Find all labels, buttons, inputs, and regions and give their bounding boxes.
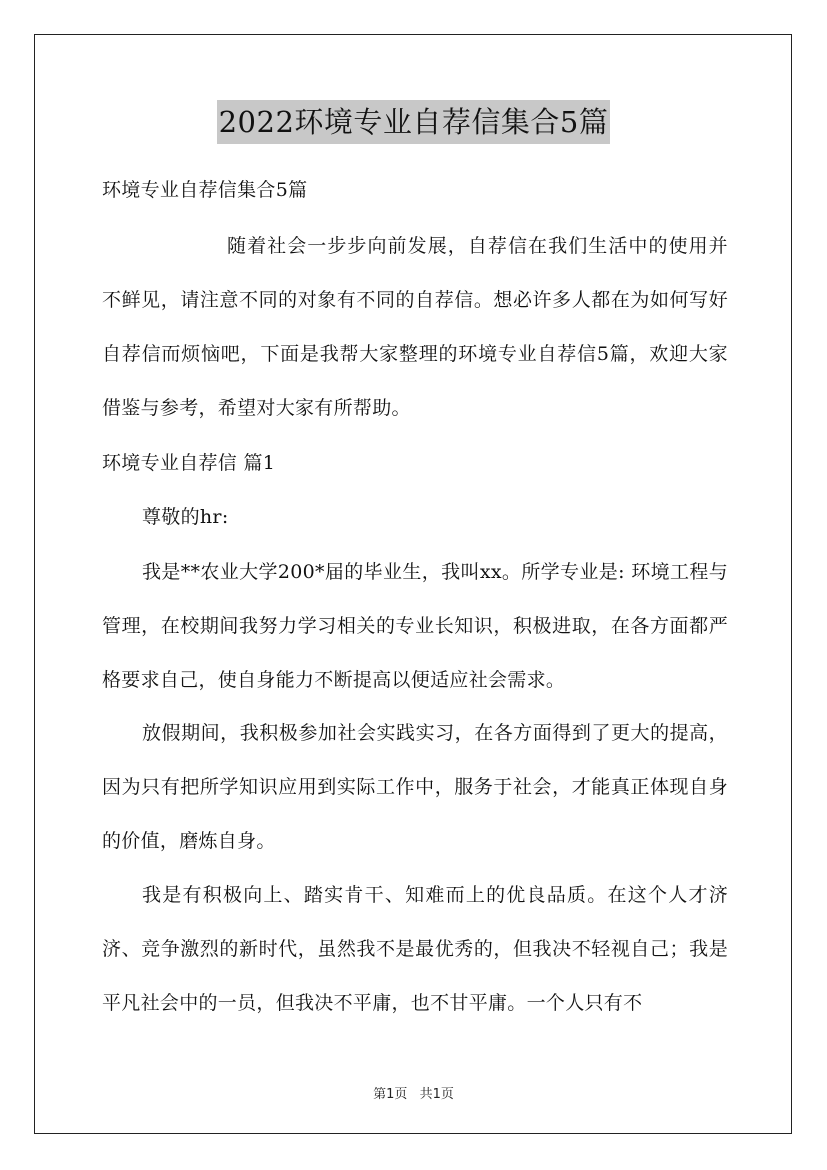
body-paragraph-1: 我是**农业大学200*届的毕业生，我叫xx。所学专业是: 环境工程与管理，在校期间我努力学习相关的专业长知识，积极进取，在各方面都严格要求自己，使自身能力不断提高以便适应社会需求。 <box>102 561 728 691</box>
intro-paragraph: 随着社会一步步向前发展，自荐信在我们生活中的使用并不鲜见，请注意不同的对象有不同的自荐信。想必许多人都在为如何写好自荐信而烦恼吧，下面是我帮大家整理的环境专业自荐信5篇，欢迎大家借鉴与参考，希望对大家有所帮助。 <box>102 235 728 419</box>
section-heading: 环境专业自荐信 篇1 <box>102 452 276 474</box>
body-paragraph-3: 我是有积极向上、踏实肯干、知难而上的优良品质。在这个人才济济、竞争激烈的新时代，虽然我不是最优秀的，但我决不轻视自己；我是平凡社会中的一员，但我决不平庸，也不甘平庸。一个人只有不 <box>102 884 728 1014</box>
document-subtitle: 环境专业自荐信集合5篇 <box>102 179 308 201</box>
greeting: 尊敬的hr: <box>142 506 229 528</box>
document-title: 2022环境专业自荐信集合5篇 <box>217 100 611 144</box>
body-paragraph-2: 放假期间，我积极参加社会实践实习，在各方面得到了更大的提高，因为只有把所学知识应用到实际工作中，服务于社会，才能真正体现自身的价值，磨炼自身。 <box>102 722 728 852</box>
page-total: 共1页 <box>419 1087 454 1102</box>
title-container <box>0 100 827 144</box>
page-number: 第1页 <box>373 1087 408 1102</box>
page-footer <box>0 1083 827 1102</box>
